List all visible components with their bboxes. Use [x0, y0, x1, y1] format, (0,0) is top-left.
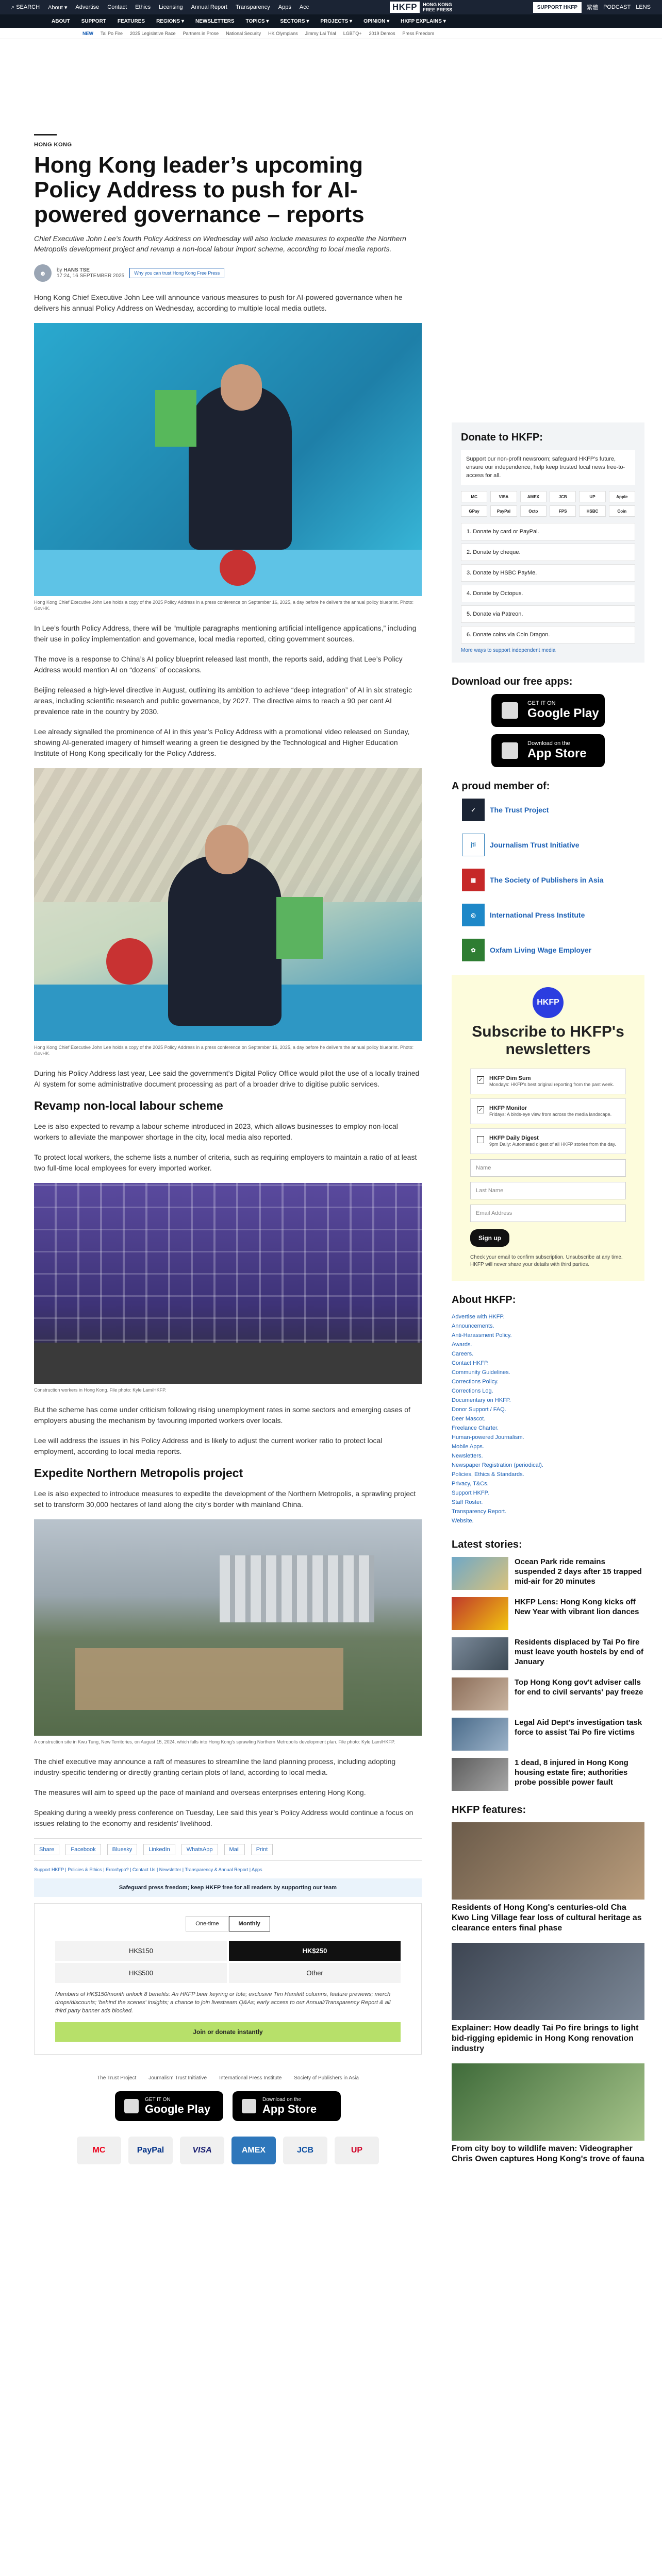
newsletter-text	[489, 1135, 616, 1147]
donate-option[interactable]: 5. Donate via Patreon.	[461, 605, 635, 623]
trending-item[interactable]: Tai Po Fire	[101, 30, 123, 36]
store-line-2: Google Play	[145, 2102, 211, 2115]
support-hkfp-button[interactable]: SUPPORT HKFP	[533, 2, 582, 13]
about-link[interactable]: Anti-Harassment Policy.	[452, 1332, 512, 1338]
store-line-2: App Store	[527, 747, 587, 760]
section-heading: Revamp non-local labour scheme	[34, 1099, 223, 1112]
top-link[interactable]: Advertise	[75, 4, 100, 10]
newsletter-checkbox[interactable]: ✓	[477, 1106, 484, 1113]
nav-support[interactable]: SUPPORT	[81, 18, 106, 24]
top-link[interactable]: About ▾	[48, 4, 68, 11]
photo-lee-press-1[interactable]	[34, 323, 422, 596]
member-oxfam[interactable]	[462, 939, 644, 961]
newsletter-heading: Subscribe to HKFP's newsletters	[472, 1023, 624, 1058]
nav-projects[interactable]: PROJECTS ▾	[320, 18, 353, 24]
about-link[interactable]: Support HKFP.	[452, 1490, 489, 1496]
article-date: 17:24, 16 SEPTEMBER 2025	[57, 273, 125, 279]
email-field[interactable]: Email Address	[470, 1205, 626, 1222]
newsletter-option[interactable]	[470, 1128, 626, 1154]
hkfp-round-logo: HKFP	[533, 987, 564, 1018]
trending-item[interactable]: 2019 Demos	[369, 30, 395, 36]
nav-newsletters[interactable]: NEWSLETTERS	[195, 18, 235, 24]
member-name: Oxfam Living Wage Employer	[490, 946, 592, 954]
newsletter-desc: Mondays: HKFP's best original reporting from the past week.	[489, 1082, 614, 1087]
paragraph: Speaking during a weekly press conference on Tuesday, Lee said this year’s Policy Address would continue a focus on issues relating to the economy and residents’ livelihood.	[34, 1808, 413, 1827]
about-link[interactable]: Careers.	[452, 1351, 474, 1357]
author-avatar: ☻	[34, 264, 52, 282]
widget-heading: Donate to HKFP:	[461, 432, 543, 443]
lens-link[interactable]: LENS	[636, 4, 651, 10]
photo-person	[168, 856, 282, 1026]
story-title: Residents displaced by Tai Po fire must leave youth hostels by end of January	[515, 1638, 644, 1666]
nav-hkfp-explains[interactable]: HKFP EXPLAINS ▾	[401, 18, 446, 24]
amount-option[interactable]: HK$500	[55, 1963, 227, 1983]
payment-icon: Coin	[609, 505, 635, 517]
newsletter-text	[489, 1075, 614, 1088]
photo-emblem	[220, 550, 256, 586]
share-whatsapp[interactable]: WhatsApp	[181, 1844, 218, 1855]
trust-project-icon: ✓	[462, 799, 485, 821]
footer-logos	[34, 2075, 422, 2081]
category-rule	[34, 134, 57, 135]
about-link[interactable]: Awards.	[452, 1342, 472, 1348]
author-name[interactable]: HANS TSE	[63, 267, 90, 273]
story-thumbnail	[452, 1718, 508, 1751]
story-thumbnail	[452, 1758, 508, 1791]
app-store-button[interactable]	[491, 734, 605, 767]
about-link[interactable]: Corrections Log.	[452, 1388, 493, 1394]
sopa-icon: ▦	[462, 869, 485, 891]
photo-caption: A construction site in Kwu Tung, New Territories, on August 15, 2024, which falls into Hong Kong’s sprawling Northern Metropolis development plan. File photo: Kyle Lam/HKFP.	[34, 1739, 395, 1744]
member-logos	[452, 799, 644, 961]
trending-item[interactable]: Press Freedom	[402, 30, 435, 36]
about-link[interactable]: Policies, Ethics & Standards.	[452, 1471, 524, 1478]
paragraph	[34, 623, 422, 645]
member-perks: Members of HK$150/month unlock 8 benefits: An HKFP beer keyring or tote; exclusive Tim Hamlett columns, feature previews; merch drops/discounts; 'behind the scenes' insights; a chance to join livestream Q&As; early access to our Annual/Transparency Report & all third party banner ads blocked.	[55, 1991, 391, 2014]
footer-app-buttons	[34, 2091, 422, 2121]
about-link[interactable]: Contact HKFP.	[452, 1360, 489, 1366]
last-name-field[interactable]: Last Name	[470, 1182, 626, 1199]
story-title: Ocean Park ride remains suspended 2 days after 15 trapped mid-air for 20 minutes	[515, 1557, 642, 1586]
amex-icon: AMEX	[231, 2137, 276, 2164]
top-link[interactable]: Licensing	[159, 4, 183, 10]
feature-item[interactable]	[452, 1943, 644, 2054]
figure-lee-press-2	[34, 768, 422, 1057]
search-link[interactable]: ⌕ SEARCH	[11, 4, 40, 10]
photo-towers	[220, 1555, 374, 1622]
widget-heading: Latest stories:	[452, 1539, 522, 1550]
sign-up-button[interactable]: Sign up	[470, 1229, 509, 1247]
apps-widget	[452, 676, 644, 767]
trending-item[interactable]: HK Olympians	[268, 30, 298, 36]
share-bar	[34, 1838, 422, 1861]
photo-caption: Hong Kong Chief Executive John Lee holds a copy of the 2025 Policy Address in a press conference on September 16, 2025, a day before he delivers the annual policy blueprint. Photo: GovHK.	[34, 1045, 413, 1056]
paragraph: The chief executive may announce a raft of measures to streamline the land planning process, including adopting industry-specific tendering or directly granting certain plots of land, according to local media.	[34, 1757, 396, 1776]
about-link[interactable]: Privacy, T&Cs.	[452, 1481, 489, 1487]
top-link[interactable]: Apps	[278, 4, 291, 10]
trending-item[interactable]: 2025 Legislative Race	[130, 30, 176, 36]
member-ipi[interactable]	[462, 904, 644, 926]
newsletter-title: HKFP Daily Digest	[489, 1135, 539, 1141]
member-name: The Trust Project	[490, 806, 549, 814]
newsletter-desc: 9pm Daily: Automated digest of all HKFP stories from the day.	[489, 1142, 616, 1147]
story-title: HKFP Lens: Hong Kong kicks off New Year with vibrant lion dances	[515, 1598, 639, 1616]
member-name: International Press Institute	[490, 911, 585, 919]
logo-area	[309, 2, 533, 13]
top-right	[533, 2, 651, 13]
top-left	[11, 4, 309, 11]
story-item[interactable]	[452, 1718, 644, 1751]
photo-lee-press-2[interactable]	[34, 768, 422, 1041]
photo-street	[34, 1343, 422, 1384]
byline-text	[57, 267, 124, 279]
feature-title: Residents of Hong Kong's centuries-old Cha Kwo Ling Village fear loss of cultural heritage as clearance enters final phase	[452, 1903, 642, 1933]
logo-line-1: HONG KONG	[423, 2, 452, 7]
story-item[interactable]	[452, 1557, 644, 1590]
donation-form	[34, 1903, 422, 2055]
about-link[interactable]: Community Guidelines.	[452, 1369, 510, 1376]
nav-regions[interactable]: REGIONS ▾	[156, 18, 184, 24]
google-play-button[interactable]	[115, 2091, 223, 2121]
article-lede: Chief Executive John Lee’s fourth Policy Address on Wednesday will also include measures to expedite the Northern Metropolis development project and revamp a non-local labour import scheme, according to local media reports.	[34, 234, 406, 253]
paragraph: To protect local workers, the scheme lists a number of criteria, such as requiring employers to maintain a ratio of at least two full-time local employees for every imported worker.	[34, 1153, 417, 1172]
photo-book	[276, 897, 323, 959]
article-category[interactable]: HONG KONG	[34, 142, 72, 148]
paragraph: The move is a response to China’s AI policy blueprint released last month, the reports said, adding that Lee’s Policy Address would mention AI on “dozens” of occasions.	[34, 655, 403, 674]
logo-trust-project[interactable]: The Trust Project	[97, 2075, 137, 2081]
trending-item[interactable]: Partners in Prose	[183, 30, 219, 36]
article-title: Hong Kong leader’s upcoming Policy Address to push for AI-powered governance – reports	[34, 152, 365, 227]
amount-option[interactable]: HK$150	[55, 1941, 227, 1961]
newsletter-title: HKFP Monitor	[489, 1105, 527, 1111]
donate-option[interactable]: 3. Donate by HSBC PayMe.	[461, 564, 635, 582]
payment-icon: MC	[461, 491, 487, 502]
photo-kwu-tung-site[interactable]	[34, 1519, 422, 1736]
story-item[interactable]	[452, 1677, 644, 1710]
member-sopa[interactable]	[462, 869, 644, 891]
google-play-button[interactable]	[491, 694, 605, 727]
top-link[interactable]: Transparency	[235, 4, 270, 10]
share-print[interactable]: Print	[251, 1844, 273, 1855]
about-list	[452, 1312, 644, 1526]
story-title: Top Hong Kong gov't adviser calls for end to civil servants' pay freeze	[515, 1678, 643, 1697]
widget-heading: Download our free apps:	[452, 676, 573, 687]
paragraph: But the scheme has come under criticism following rising unemployment rates in some sectors and emerging cases of employers abusing the mechanism by favouring imported workers over locals.	[34, 1405, 410, 1425]
nav-sectors[interactable]: SECTORS ▾	[280, 18, 309, 24]
trending-item[interactable]: LGBTQ+	[343, 30, 362, 36]
about-link[interactable]: Website.	[452, 1518, 474, 1524]
photo-caption: Hong Kong Chief Executive John Lee holds a copy of the 2025 Policy Address in a press conference on September 16, 2025, a day before he delivers the annual policy blueprint. Photo: GovHK.	[34, 600, 413, 611]
about-link[interactable]: Freelance Charter.	[452, 1425, 499, 1431]
paragraph: Lee already signalled the prominence of AI in this year’s Policy Address with a promotional video released on Sunday, showing AI-generated imagery of himself wearing a green tie designed by the Technological and Higher Education Institute of Hong Kong specifically for the Policy Address.	[34, 727, 410, 757]
article	[34, 134, 422, 2164]
trending-item[interactable]: National Security	[226, 30, 261, 36]
top-bar	[0, 0, 662, 14]
app-store-button[interactable]	[233, 2091, 341, 2121]
store-line-2: App Store	[262, 2102, 317, 2115]
paragraph: Lee is also expected to revamp a labour scheme introduced in 2023, which allows businesses to employ non-local workers to alleviate the manpower shortage in the city, local media also reported.	[34, 1122, 398, 1141]
donate-option[interactable]: 2. Donate by cheque.	[461, 544, 635, 561]
about-widget	[452, 1294, 644, 1526]
logo-mark: HKFP	[390, 2, 420, 13]
feature-image	[452, 2063, 644, 2141]
trending-label: NEW	[82, 30, 93, 36]
apple-icon	[502, 742, 518, 759]
figure-kwu-tung-site	[34, 1519, 422, 1745]
amount-options	[55, 1941, 401, 1983]
unionpay-icon: UP	[335, 2137, 379, 2164]
top-link[interactable]: Ethics	[135, 4, 151, 10]
support-links[interactable]: Support HKFP | Policies & Ethics | Error/typo? | Contact Us | Newsletter | Transparency & Annual Report | Apps	[34, 1867, 262, 1872]
payment-icon: JCB	[550, 491, 576, 502]
share-linkedin[interactable]: LinkedIn	[143, 1844, 175, 1855]
byline-prefix: by	[57, 267, 62, 273]
more-ways-link[interactable]: More ways to support independent media	[461, 648, 556, 653]
oxfam-icon: ✿	[462, 939, 485, 961]
figure-construction-workers	[34, 1183, 422, 1393]
hkfp-logo[interactable]	[390, 2, 452, 13]
language-link[interactable]: 繁體	[587, 5, 599, 11]
about-link[interactable]: Staff Roster.	[452, 1499, 483, 1505]
share-bluesky[interactable]: Bluesky	[107, 1844, 138, 1855]
payment-methods	[461, 491, 635, 517]
google-play-icon	[502, 702, 518, 719]
payment-icon: PayPal	[490, 505, 517, 517]
paragraph: The measures will aim to speed up the pace of mainland and overseas enterprises entering Hong Kong.	[34, 1788, 366, 1797]
frequency-toggle	[55, 1916, 401, 1931]
about-link[interactable]: Documentary on HKFP.	[452, 1397, 511, 1403]
top-link[interactable]: Acc	[299, 4, 309, 10]
widget-heading: HKFP features:	[452, 1804, 526, 1816]
share-facebook[interactable]: Facebook	[65, 1844, 101, 1855]
podcast-link[interactable]: PODCAST	[603, 4, 631, 10]
photo-book	[155, 390, 196, 447]
jti-icon: jti	[462, 834, 485, 856]
story-title: Legal Aid Dept's investigation task force to assist Tai Po fire victims	[515, 1718, 642, 1737]
story-thumbnail	[452, 1677, 508, 1710]
name-field[interactable]: Name	[470, 1159, 626, 1177]
donate-option[interactable]: 4. Donate by Octopus.	[461, 585, 635, 602]
about-link[interactable]: Newspaper Registration (periodical).	[452, 1462, 543, 1468]
freq-monthly[interactable]: Monthly	[229, 1916, 270, 1931]
payment-icon: HSBC	[579, 505, 605, 517]
member-name: The Society of Publishers in Asia	[490, 876, 604, 884]
about-link[interactable]: Newsletters.	[452, 1453, 483, 1459]
feature-title: From city boy to wildlife maven: Videographer Chris Owen captures Hong Kong's trove of fauna	[452, 2144, 644, 2163]
about-link[interactable]: Human-powered Journalism.	[452, 1434, 524, 1440]
logo-sopa[interactable]: Society of Publishers in Asia	[294, 2075, 359, 2081]
member-widget	[452, 781, 644, 961]
widget-heading: A proud member of:	[452, 781, 550, 792]
feature-title: Explainer: How deadly Tai Po fire brings to light bid-rigging epidemic in Hong Kong renovation industry	[452, 2024, 639, 2053]
photo-construction-workers[interactable]	[34, 1183, 422, 1384]
sidebar	[452, 422, 644, 2178]
photo-caption: Construction workers in Hong Kong. File photo: Kyle Lam/HKFP.	[34, 1387, 167, 1393]
footer-payment-cards	[34, 2137, 422, 2164]
donate-option[interactable]: 1. Donate by card or PayPal.	[461, 523, 635, 540]
figure-lee-press-1	[34, 323, 422, 612]
apple-icon	[242, 2099, 256, 2113]
newsletter-widget	[452, 975, 644, 1281]
photo-head	[221, 364, 262, 411]
paypal-icon: PayPal	[128, 2137, 173, 2164]
newsletter-option[interactable]	[470, 1098, 626, 1124]
widget-heading: About HKFP:	[452, 1294, 516, 1306]
feature-item[interactable]	[452, 1822, 644, 1934]
about-link[interactable]: Transparency Report.	[452, 1509, 506, 1515]
logo-ipi[interactable]: International Press Institute	[219, 2075, 282, 2081]
join-button[interactable]: Join or donate instantly	[55, 2022, 401, 2042]
feature-item[interactable]	[452, 2063, 644, 2164]
about-link[interactable]: Advertise with HKFP.	[452, 1314, 505, 1320]
story-item[interactable]	[452, 1758, 644, 1791]
logo-jti[interactable]: Journalism Trust Initiative	[148, 2075, 207, 2081]
member-name: Journalism Trust Initiative	[490, 841, 580, 849]
about-link[interactable]: Donor Support / FAQ.	[452, 1406, 506, 1413]
store-line-2: Google Play	[527, 706, 599, 720]
top-link[interactable]: Annual Report	[191, 4, 227, 10]
nav-opinion[interactable]: OPINION ▾	[363, 18, 390, 24]
paragraph: Lee will address the issues in his Policy Address and is likely to adjust the current worker ratio to protect local employment, according to local media reports.	[34, 1436, 383, 1455]
store-line-1: GET IT ON	[145, 2096, 171, 2103]
search-label: SEARCH	[16, 4, 40, 10]
share-mail[interactable]: Mail	[224, 1844, 245, 1855]
photo-head	[205, 825, 249, 874]
member-trust-project[interactable]	[462, 799, 644, 821]
payment-icon: UP	[579, 491, 605, 502]
payment-icon: Octo	[520, 505, 547, 517]
top-link[interactable]: Contact	[107, 4, 127, 10]
about-link[interactable]: Announcements.	[452, 1323, 494, 1329]
payment-icon: FPS	[550, 505, 576, 517]
amount-option-selected[interactable]: HK$250	[229, 1941, 401, 1961]
about-link[interactable]: Corrections Policy.	[452, 1379, 499, 1385]
nav-features[interactable]: FEATURES	[117, 18, 145, 24]
newsletter-text	[489, 1105, 611, 1117]
features-widget	[452, 1804, 644, 2164]
story-thumbnail	[452, 1557, 508, 1590]
trending-bar	[0, 28, 662, 39]
freq-one-time[interactable]: One-time	[186, 1916, 228, 1931]
payment-icon: Apple	[609, 491, 635, 502]
jcb-icon: JCB	[283, 2137, 327, 2164]
app-buttons	[452, 694, 644, 767]
main-nav	[0, 14, 662, 28]
logo-line-2: FREE PRESS	[423, 7, 453, 12]
store-line-1: GET IT ON	[527, 700, 556, 706]
donate-widget	[452, 422, 644, 663]
latest-stories-widget	[452, 1539, 644, 1791]
google-play-icon	[124, 2099, 139, 2113]
newsletter-option[interactable]	[470, 1069, 626, 1094]
store-line-1: Download on the	[262, 2096, 302, 2103]
story-item[interactable]	[452, 1597, 644, 1630]
donate-intro: Support our non-profit newsroom; safeguard HKFP's future, ensure our independence, help keep trusted local news free-to-access for all.	[461, 450, 635, 485]
donate-option[interactable]: 6. Donate coins via Coin Dragon.	[461, 626, 635, 643]
photo-emblem	[106, 938, 153, 985]
story-title: 1 dead, 8 injured in Hong Kong housing estate fire; authorities probe possible power fault	[515, 1758, 628, 1787]
amount-other[interactable]: Other	[229, 1963, 401, 1983]
share-button[interactable]: Share	[34, 1844, 59, 1855]
nav-about[interactable]: ABOUT	[52, 18, 70, 24]
member-jti[interactable]	[462, 834, 644, 856]
about-link[interactable]: Mobile Apps.	[452, 1444, 484, 1450]
newsletter-checkbox[interactable]: ✓	[477, 1076, 484, 1083]
newsletter-checkbox[interactable]	[477, 1136, 484, 1143]
mastercard-icon: MC	[77, 2137, 121, 2164]
trending-item[interactable]: Jimmy Lai Trial	[305, 30, 336, 36]
nav-topics[interactable]: TOPICS ▾	[245, 18, 269, 24]
feature-image	[452, 1822, 644, 1900]
section-heading: Expedite Northern Metropolis project	[34, 1466, 243, 1480]
newsletter-desc: Fridays: A birds-eye view from across the media landscape.	[489, 1112, 612, 1117]
paragraph: Hong Kong Chief Executive John Lee will announce various measures to push for AI-powered governance when he delivers his annual Policy Address on Wednesday, according to multiple local media outlets.	[34, 293, 403, 312]
story-thumbnail	[452, 1637, 508, 1670]
trust-badge[interactable]: Why you can trust Hong Kong Free Press	[129, 268, 224, 278]
paragraph-text: In Lee’s fourth Policy Address, there will be “multiple paragraphs mentioning artificial intelligence applications,” including their use in policy implementation and governance, local media reported, citing government sources.	[34, 624, 417, 643]
paragraph: Lee is also expected to introduce measures to expedite the development of the Northern Metropolis, a sprawling project set to transform 30,000 hectares of land along the city’s border with mainland China.	[34, 1489, 416, 1509]
paragraph: Beijing released a high-level directive in August, outlining its ambition to achieve “deep integration” of AI in six strategic areas, including scientific research and public governance, by 2027. The directive aims to reach a 90 per cent AI prevalence rate in the country by 2030.	[34, 686, 412, 716]
safeguard-banner[interactable]: Safeguard press freedom; keep HKFP free for all readers by supporting our team	[34, 1878, 422, 1897]
about-link[interactable]: Deer Mascot.	[452, 1416, 486, 1422]
logo-text	[423, 2, 452, 12]
payment-icon: GPay	[461, 505, 487, 517]
visa-icon: VISA	[180, 2137, 224, 2164]
story-item[interactable]	[452, 1637, 644, 1670]
paragraph: During his Policy Address last year, Lee said the government’s Digital Policy Office would pilot the use of a locally trained AI system for some administrative document processing as part of a broader drive to digitise public services.	[34, 1069, 420, 1088]
photo-site	[75, 1648, 343, 1710]
story-thumbnail	[452, 1597, 508, 1630]
feature-image	[452, 1943, 644, 2020]
newsletter-title: HKFP Dim Sum	[489, 1075, 531, 1081]
subscribe-note: Check your email to confirm subscription. Unsubscribe at any time. HKFP will never share your details with third parties.	[470, 1255, 623, 1267]
store-line-1: Download on the	[527, 740, 570, 747]
ipi-icon: ◎	[462, 904, 485, 926]
payment-icon: VISA	[490, 491, 517, 502]
byline	[34, 264, 422, 282]
payment-icon: AMEX	[520, 491, 547, 502]
